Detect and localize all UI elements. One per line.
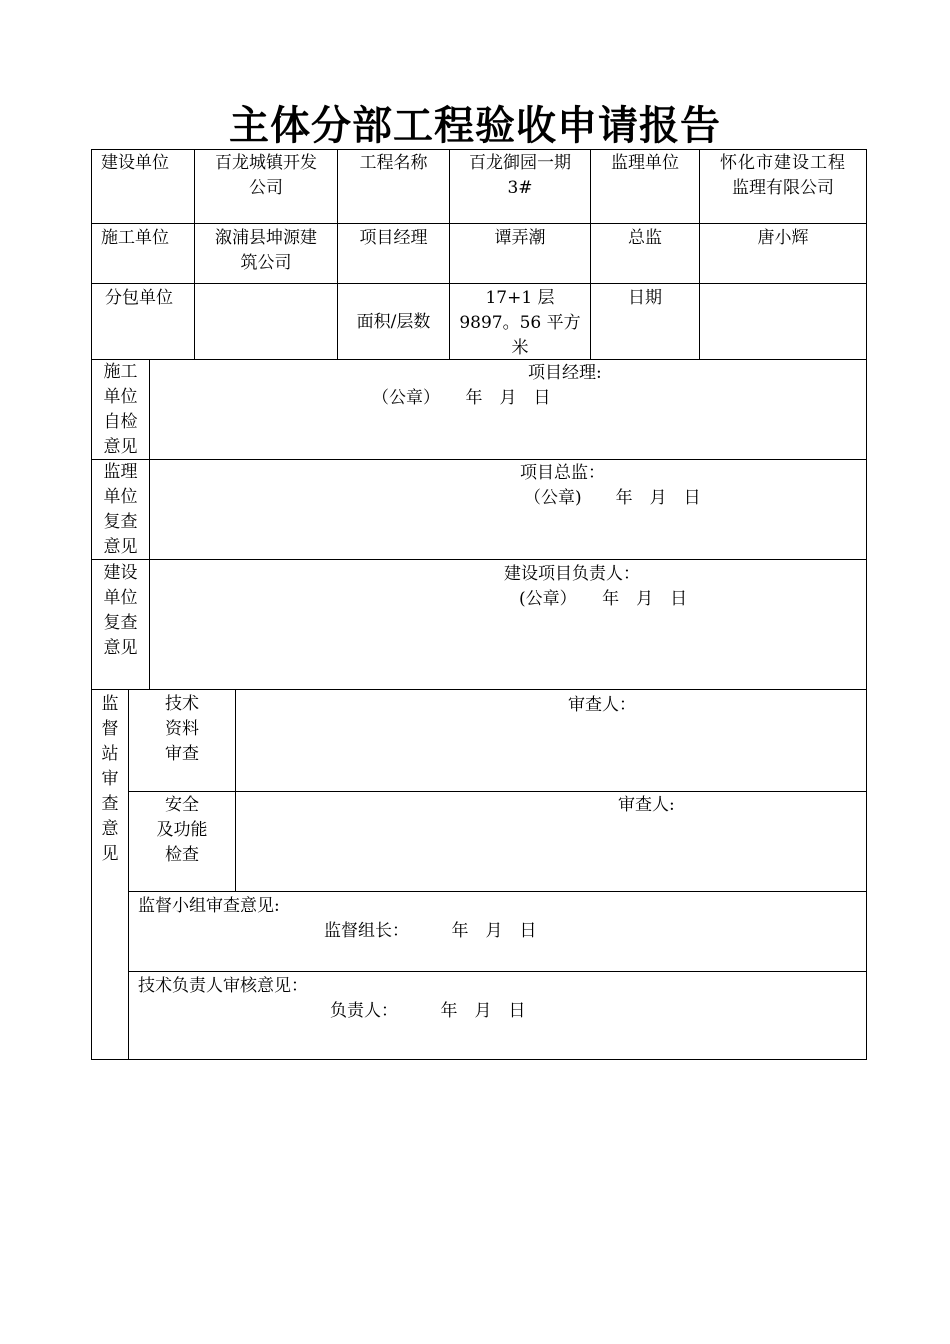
tech-docs-label: 技术 资料 审查 — [165, 694, 199, 764]
group-review-heading: 监督小组审查意见: — [138, 896, 280, 916]
supervision-unit-value: 怀化市建设工程 监理有限公司 — [720, 153, 846, 198]
supervision-review-label: 监理 单位 复查 意见 — [103, 462, 138, 557]
tech-lead-signer: 负责人： 年 月 日 — [330, 1001, 526, 1021]
construction-signer: 项目经理: — [528, 363, 602, 383]
supervision-signer: 项目总监： — [520, 463, 605, 483]
construction-seal-date: （公章） 年 月 日 — [372, 388, 551, 408]
project-name-label: 工程名称 — [359, 153, 428, 173]
builder-review-label: 建设 单位 复查 意见 — [103, 563, 138, 658]
tech-lead-heading: 技术负责人审核意见： — [138, 976, 308, 996]
chief-supervisor-value: 唐小辉 — [757, 228, 809, 248]
date-label: 日期 — [628, 288, 662, 308]
group-leader-signer: 监督组长： 年 月 日 — [324, 921, 537, 941]
supervision-seal-date: （公章) 年 月 日 — [524, 488, 701, 508]
safety-reviewer: 审查人: — [618, 795, 675, 815]
supervision-unit-label: 监理单位 — [611, 153, 679, 173]
builder-seal-date: (公章） 年 月 日 — [519, 589, 688, 609]
construction-unit-label: 施工单位 — [101, 228, 169, 248]
chief-supervisor-label: 总监 — [628, 228, 662, 248]
project-name-value: 百龙御园一期 3# — [469, 153, 571, 198]
builder-signer: 建设项目负责人： — [504, 564, 640, 584]
area-floors-label: 面积/层数 — [356, 312, 431, 332]
build-unit-label: 建设单位 — [101, 153, 169, 173]
station-review-label: 监 督 站 审 查 意 见 — [101, 694, 119, 864]
subcontractor-label: 分包单位 — [105, 288, 173, 308]
tech-docs-reviewer: 审查人： — [568, 695, 636, 715]
page-title: 主体分部工程验收申请报告 — [229, 103, 721, 149]
construction-self-check-label: 施工 单位 自检 意见 — [103, 362, 138, 457]
area-floors-value: 17+1 层 9897。56 平方 米 — [459, 288, 581, 358]
build-unit-value: 百龙城镇开发 公司 — [215, 153, 317, 198]
project-manager-label: 项目经理 — [359, 228, 428, 248]
safety-check-label: 安全 及功能 检查 — [156, 795, 208, 865]
project-manager-value: 谭弄潮 — [494, 228, 546, 248]
construction-unit-value: 溆浦县坤源建 筑公司 — [215, 228, 317, 273]
